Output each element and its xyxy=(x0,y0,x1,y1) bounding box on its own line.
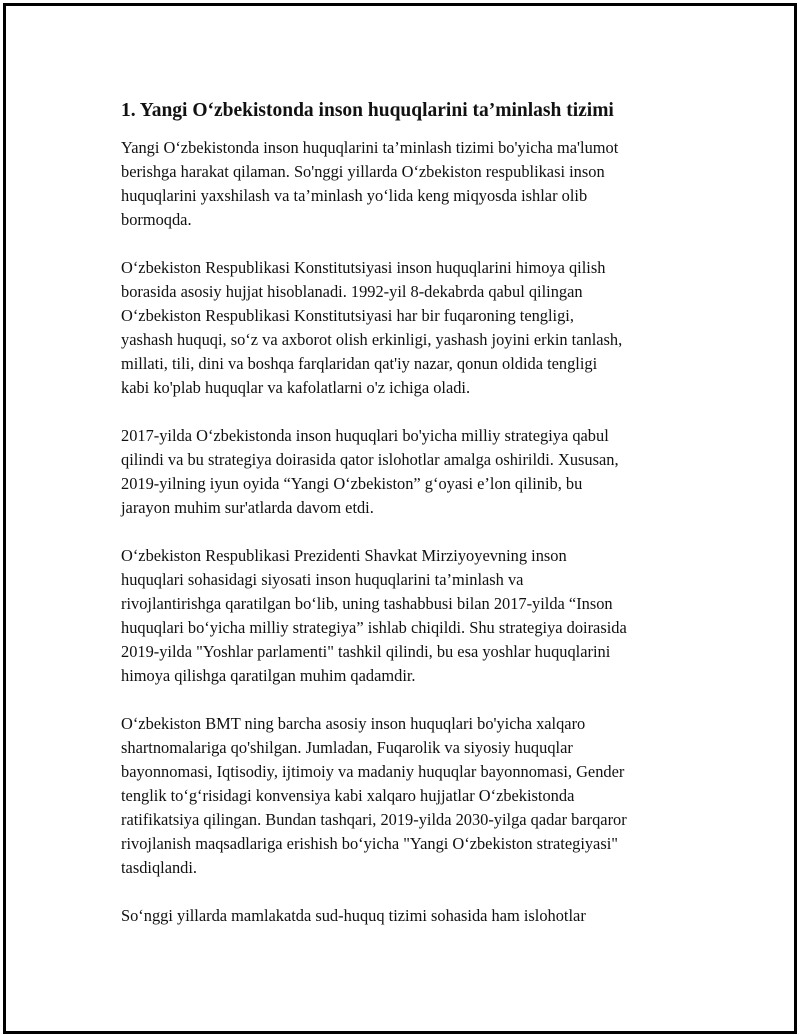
text-line: 2019-yilda "Yoshlar parlamenti" tashkil qilindi, bu esa yoshlar huquqlarini xyxy=(121,642,611,661)
text-line: huquqlarini yaxshilash va ta’minlash yo‘lida keng miqyosda ishlar olib xyxy=(121,186,588,205)
paragraph-6 xyxy=(121,904,696,928)
paragraph-1 xyxy=(121,136,696,232)
text-line: O‘zbekiston Respublikasi Prezidenti Shavkat Mirziyoyevning inson xyxy=(121,546,567,565)
text-line: ratifikatsiya qilingan. Bundan tashqari, 2019-yilda 2030-yilga qadar barqaror xyxy=(121,810,627,829)
text-line: jarayon muhim sur'atlarda davom etdi. xyxy=(121,498,374,517)
text-line: huquqlari bo‘yicha milliy strategiya” ishlab chiqildi. Shu strategiya doirasida xyxy=(121,618,627,637)
document-body xyxy=(121,98,696,952)
text-line: shartnomalariga qo'shilgan. Jumladan, Fuqarolik va siyosiy huquqlar xyxy=(121,738,573,757)
section-heading: 1. Yangi O‘zbekistonda inson huquqlarini ta’minlash tizimi xyxy=(121,100,614,121)
text-line: rivojlantirishga qaratilgan bo‘lib, uning tashabbusi bilan 2017-yilda “Inson xyxy=(121,594,613,613)
text-line: tenglik to‘g‘risidagi konvensiya kabi xalqaro hujjatlar O‘zbekistonda xyxy=(121,786,575,805)
text-line: huquqlari sohasidagi siyosati inson huquqlarini ta’minlash va xyxy=(121,570,524,589)
page-frame xyxy=(3,3,797,1034)
text-line: kabi ko'plab huquqlar va kafolatlarni o'z ichiga oladi. xyxy=(121,378,471,397)
text-line: Yangi O‘zbekistonda inson huquqlarini ta’minlash tizimi bo'yicha ma'lumot xyxy=(121,138,619,157)
text-line: O‘zbekiston Respublikasi Konstitutsiyasi har bir fuqaroning tengligi, xyxy=(121,306,574,325)
paragraph-2 xyxy=(121,256,696,400)
text-line: So‘nggi yillarda mamlakatda sud-huquq tizimi sohasida ham islohotlar xyxy=(121,906,586,925)
text-line: yashash huquqi, so‘z va axborot olish erkinligi, yashash joyini erkin tanlash, xyxy=(121,330,623,349)
paragraph-3 xyxy=(121,424,696,520)
text-line: bormoqda. xyxy=(121,210,192,229)
text-line: borasida asosiy hujjat hisoblanadi. 1992-yil 8-dekabrda qabul qilingan xyxy=(121,282,583,301)
text-line: O‘zbekiston Respublikasi Konstitutsiyasi inson huquqlarini himoya qilish xyxy=(121,258,606,277)
text-line: himoya qilishga qaratilgan muhim qadamdir. xyxy=(121,666,416,685)
text-line: 2017-yilda O‘zbekistonda inson huquqlari bo'yicha milliy strategiya qabul xyxy=(121,426,609,445)
text-line: qilindi va bu strategiya doirasida qator islohotlar amalga oshirildi. Xususan, xyxy=(121,450,619,469)
paragraph-5 xyxy=(121,712,696,880)
text-line: 2019-yilning iyun oyida “Yangi O‘zbekiston” g‘oyasi e’lon qilinib, bu xyxy=(121,474,583,493)
text-line: berishga harakat qilaman. So'nggi yillarda O‘zbekiston respublikasi inson xyxy=(121,162,605,181)
text-line: bayonnomasi, Iqtisodiy, ijtimoiy va madaniy huquqlar bayonnomasi, Gender xyxy=(121,762,625,781)
text-line: rivojlanish maqsadlariga erishish bo‘yicha "Yangi O‘zbekiston strategiyasi" xyxy=(121,834,618,853)
text-line: millati, tili, dini va boshqa farqlaridan qat'iy nazar, qonun oldida tengligi xyxy=(121,354,598,373)
text-line: tasdiqlandi. xyxy=(121,858,198,877)
paragraph-4 xyxy=(121,544,696,688)
text-line: O‘zbekiston BMT ning barcha asosiy inson huquqlari bo'yicha xalqaro xyxy=(121,714,586,733)
